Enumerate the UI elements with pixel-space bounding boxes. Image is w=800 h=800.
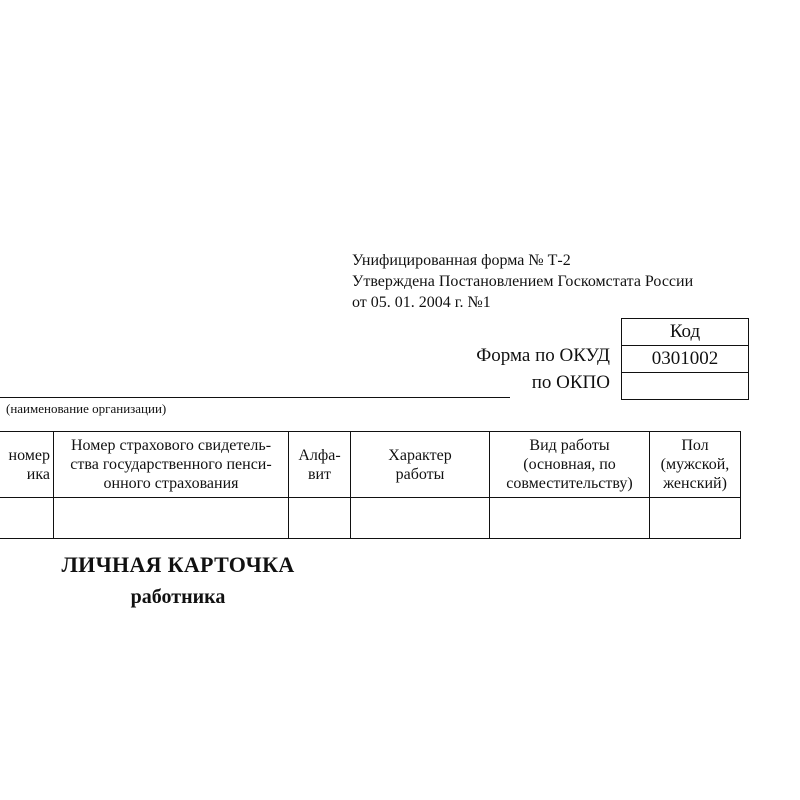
document-title: ЛИЧНАЯ КАРТОЧКА — [61, 552, 295, 577]
okud-label: Форма по ОКУД — [476, 345, 610, 366]
table-row — [0, 498, 741, 539]
header-gender: Пол (мужской, женский) — [650, 432, 741, 498]
employee-info-table — [0, 431, 741, 539]
form-approved-by: Утверждена Постановлением Госкомстата России — [352, 273, 694, 290]
form-approval-date: от 05. 01. 2004 г. №1 — [352, 294, 491, 311]
table-header-row — [0, 432, 741, 498]
okpo-code-value[interactable] — [622, 373, 748, 399]
form-unified-name: Унифицированная форма № Т-2 — [352, 252, 571, 269]
cell-work-character[interactable] — [351, 498, 490, 539]
header-alphabet: Алфа- вит — [289, 432, 351, 498]
okpo-label: по ОКПО — [531, 372, 610, 393]
header-work-type: Вид работы (основная, по совместительству) — [490, 432, 650, 498]
code-box — [621, 318, 749, 400]
header-work-character: Характер работы — [351, 432, 490, 498]
cell-tab-number[interactable] — [0, 498, 54, 539]
organization-caption: (наименование организации) — [6, 401, 167, 416]
document-subtitle: работника — [130, 586, 226, 608]
okud-code-value[interactable]: 0301002 — [622, 346, 748, 373]
organization-name-line[interactable] — [0, 397, 510, 398]
code-header: Код — [622, 319, 748, 346]
header-insurance-number: Номер страхового свидетель- ства государственного пенси- онного страхования — [54, 432, 289, 498]
cell-work-type[interactable] — [490, 498, 650, 539]
approval-block — [352, 250, 693, 313]
cell-gender[interactable] — [650, 498, 741, 539]
header-tab-number: номер ика — [0, 432, 54, 498]
cell-insurance-number[interactable] — [54, 498, 289, 539]
cell-alphabet[interactable] — [289, 498, 351, 539]
